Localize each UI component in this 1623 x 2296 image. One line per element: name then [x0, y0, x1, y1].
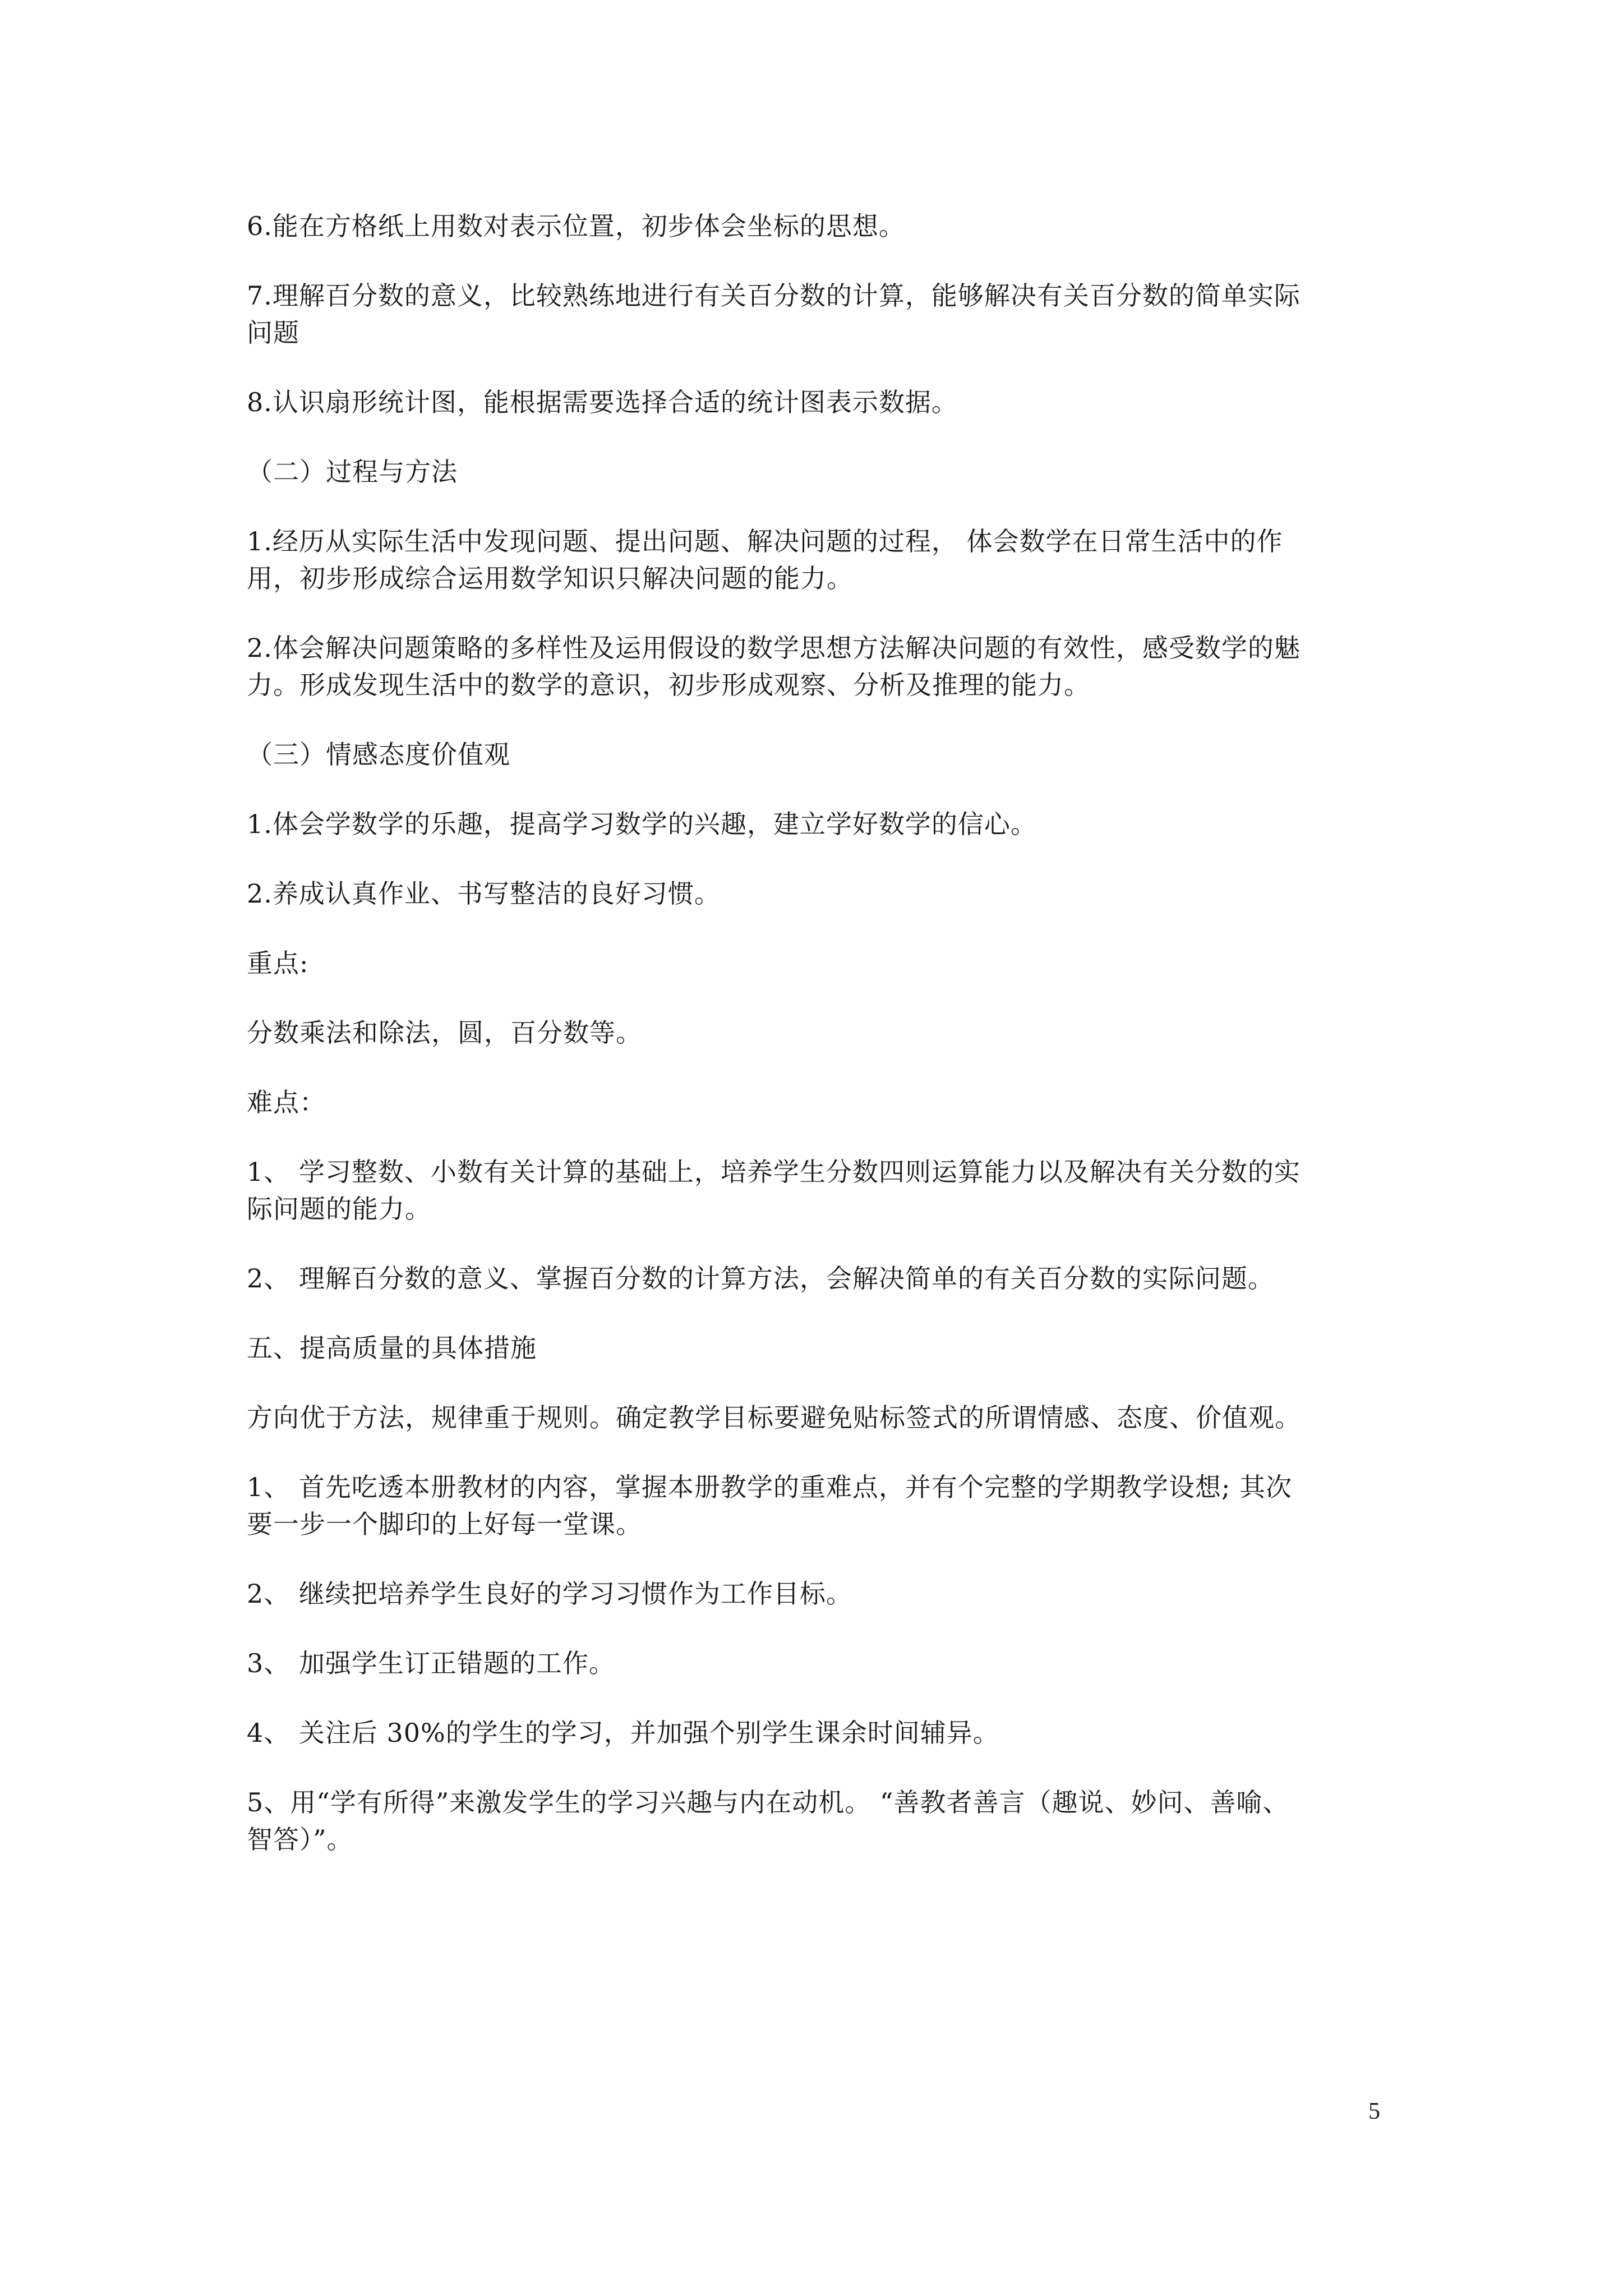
- paragraph: [247, 1084, 1385, 1121]
- paragraph: [247, 736, 1385, 773]
- paragraph: [247, 945, 1385, 982]
- paragraph: [247, 1575, 1385, 1612]
- page-number: 5: [1368, 2099, 1380, 2124]
- text-line: 1.体会学数学的乐趣，提高学习数学的兴趣，建立学好数学的信心。: [247, 809, 1037, 839]
- paragraph: [247, 1014, 1385, 1051]
- text-line: 2.养成认真作业、书写整洁的良好习惯。: [247, 878, 721, 909]
- paragraph: [247, 453, 1385, 490]
- text-line: 1、 学习整数、小数有关计算的基础上，培养学生分数四则运算能力以及解决有关分数的实: [247, 1157, 1301, 1187]
- paragraph: [247, 806, 1385, 843]
- text-line: 1.经历从实际生活中发现问题、提出问题、解决问题的过程， 体会数学在日常生活中的作: [247, 526, 1283, 556]
- text-line: 难点：: [247, 1087, 326, 1117]
- text-line: 力。形成发现生活中的数学的意识，初步形成观察、分析及推理的能力。: [247, 670, 1090, 700]
- text-line: （三）情感态度价值观: [247, 739, 510, 770]
- text-line: 7.理解百分数的意义，比较熟练地进行有关百分数的计算，能够解决有关百分数的简单实际: [247, 280, 1301, 311]
- text-line: 4、 关注后 30%的学生的学习，并加强个别学生课余时间辅异。: [247, 1718, 999, 1748]
- text-line: 际问题的能力。: [247, 1194, 431, 1224]
- paragraph: [247, 629, 1385, 703]
- text-line: 五、提高质量的具体措施: [247, 1333, 537, 1363]
- text-line: 5、用“学有所得”来激发学生的学习兴趣与内在动机。 “善教者善言（趣说、妙问、善喻、: [247, 1787, 1289, 1818]
- text-line: 8.认识扇形统计图，能根据需要选择合适的统计图表示数据。: [247, 387, 958, 417]
- paragraph: [247, 875, 1385, 912]
- document-body: [247, 208, 1385, 1890]
- paragraph: [247, 1329, 1385, 1366]
- text-line: 重点:: [247, 948, 309, 978]
- text-line: 问题: [247, 318, 299, 348]
- text-line: 1、 首先吃透本册教材的内容，掌握本册教学的重难点，并有个完整的学期教学设想; 其次: [247, 1472, 1293, 1502]
- paragraph: [247, 1153, 1385, 1227]
- text-line: 方向优于方法，规律重于规则。确定教学目标要避免贴标签式的所谓情感、态度、价值观。: [247, 1402, 1301, 1433]
- text-line: 智答）”。: [247, 1824, 353, 1855]
- text-line: 2、 继续把培养学生良好的学习习惯作为工作目标。: [247, 1579, 852, 1609]
- paragraph: [247, 1784, 1385, 1858]
- paragraph: [247, 523, 1385, 597]
- text-line: （二）过程与方法: [247, 457, 458, 487]
- paragraph: [247, 1399, 1385, 1436]
- paragraph: [247, 1714, 1385, 1751]
- paragraph: [247, 384, 1385, 421]
- paragraph: [247, 277, 1385, 351]
- text-line: 要一步一个脚印的上好每一堂课。: [247, 1509, 642, 1539]
- paragraph: [247, 1260, 1385, 1297]
- text-line: 3、 加强学生订正错题的工作。: [247, 1648, 615, 1678]
- text-line: 2.体会解决问题策略的多样性及运用假设的数学思想方法解决问题的有效性，感受数学的魅: [247, 633, 1301, 663]
- text-line: 6.能在方格纸上用数对表示位置，初步体会坐标的思想。: [247, 211, 905, 241]
- text-line: 2、 理解百分数的意义、掌握百分数的计算方法，会解决简单的有关百分数的实际问题。: [247, 1263, 1274, 1294]
- text-line: 分数乘法和除法，圆，百分数等。: [247, 1018, 642, 1048]
- paragraph: [247, 208, 1385, 245]
- paragraph: [247, 1645, 1385, 1682]
- text-line: 用，初步形成综合运用数学知识只解决问题的能力。: [247, 563, 853, 593]
- paragraph: [247, 1469, 1385, 1543]
